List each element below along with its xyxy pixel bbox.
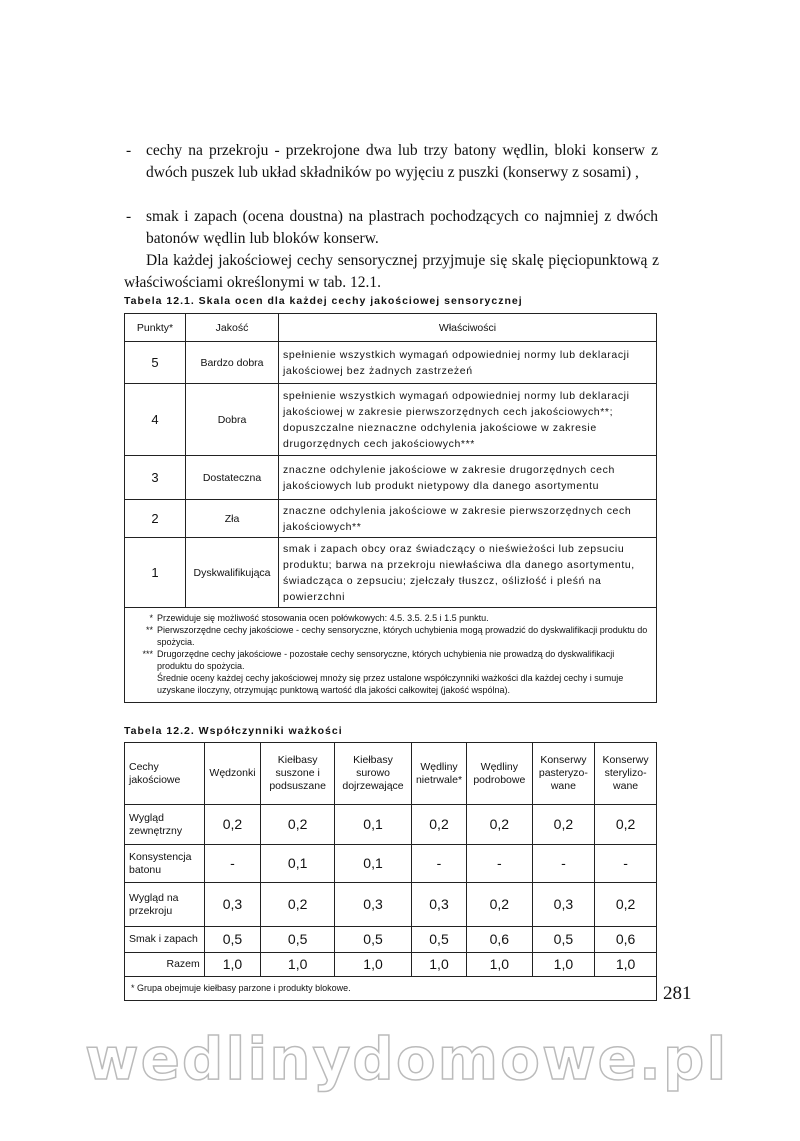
table-cell: Smak i zapach [125,927,205,953]
note-marker: *** [142,649,153,659]
column-header: Cechy jakościowe [125,743,205,805]
table-cell: 0,5 [204,927,260,953]
table-notes [125,608,657,703]
table-cell: 0,2 [467,883,533,927]
table-cell: - [204,845,260,883]
column-header: Punkty* [125,314,186,342]
table-cell: Dyskwalifikująca [186,538,279,608]
table-cell: 1,0 [595,953,657,977]
table-cell: Wygląd zewnętrzny [125,805,205,845]
table-cell: 1 [125,538,186,608]
table1-caption: Tabela 12.1. Skala ocen dla każdej cechy jakościowej sensorycznej [124,295,523,307]
table-cell: 0,6 [467,927,533,953]
table-row [125,342,657,384]
note [131,612,650,624]
table-cell: znaczne odchylenia jakościowe w zakresie pierwszorzędnych cech jakościowych** [279,500,657,538]
table-cell: 0,5 [261,927,335,953]
note [131,672,650,696]
note [131,624,650,648]
table-cell: 1,0 [411,953,466,977]
table-cell: Bardzo dobra [186,342,279,384]
table-cell: 0,3 [411,883,466,927]
table-cell: spełnienie wszystkich wymagań odpowiedniej normy lub deklaracji jakościowej w zakresie pierwszorzędnych cech jakościowych**; dopuszczalne nieznaczne odchylenia jakościowe w zakresie drugorzędnych cech jakościowych*** [279,384,657,456]
table-cell: 0,2 [532,805,595,845]
note-marker: * [149,613,153,623]
table-cell: Dobra [186,384,279,456]
table-cell: 0,1 [335,805,412,845]
note-text: Przewiduje się możliwość stosowania ocen połówkowych: 4.5. 3.5. 2.5 i 1.5 punktu. [157,613,489,623]
table-cell: Konsystencja batonu [125,845,205,883]
bullet-item: - cechy na przekroju - przekrojone dwa lub trzy batony wędlin, bloki konserw z dwóch puszek lub układ składników po wyjęciu z puszki (konserwy z sosami) , [126,142,658,181]
table-cell: 0,2 [411,805,466,845]
note-text: Średnie oceny każdej cechy jakościowej mnoży się przez ustalone współczynniki ważkości dla każdej cechy i sumuje uzyskane iloczyny, otrzymując punktową wartość dla jakości całkowitej (jakość wspólna). [157,673,624,695]
table-cell: 0,3 [335,883,412,927]
page-number: 281 [663,983,692,1004]
table-row [125,456,657,500]
table-cell: Wygląd na przekroju [125,883,205,927]
column-header: Wędzonki [204,743,260,805]
table2-caption: Tabela 12.2. Współczynniki ważkości [124,725,343,737]
column-header: Konserwy sterylizo-wane [595,743,657,805]
column-header: Jakość [186,314,279,342]
table-cell: 0,2 [204,805,260,845]
note-marker: ** [145,625,153,635]
table-cell: spełnienie wszystkich wymagań odpowiedniej normy lub deklaracji jakościowej bez żadnych zastrzeżeń [279,342,657,384]
column-header: Konserwy pasteryzo-wane [532,743,595,805]
body-paragraph: Dla każdej jakościowej cechy sensorycznej przyjmuje się skalę pięciopunktową z właściwościami określonymi w tab. 12.1. [124,252,659,291]
table-cell: 1,0 [532,953,595,977]
table-cell: - [467,845,533,883]
table-cell: 2 [125,500,186,538]
table-row [125,500,657,538]
table-cell: 0,1 [335,845,412,883]
column-header: Kiełbasy surowo dojrzewające [335,743,412,805]
table-row [125,538,657,608]
table-cell: 1,0 [204,953,260,977]
table-footnote: * Grupa obejmuje kiełbasy parzone i produkty blokowe. [125,977,657,1001]
table-cell: - [595,845,657,883]
table-cell: 0,2 [595,805,657,845]
table-cell: 0,2 [467,805,533,845]
column-header: Wędliny podrobowe [467,743,533,805]
table-cell: 0,2 [261,883,335,927]
table-cell: 0,3 [204,883,260,927]
column-header: Kiełbasy suszone i podsuszane [261,743,335,805]
table-weight-coefficients [124,742,657,1001]
table-row [125,953,657,977]
table-cell: 3 [125,456,186,500]
table-cell: 0,5 [532,927,595,953]
column-header: Wędliny nietrwale* [411,743,466,805]
table-cell: 0,2 [261,805,335,845]
table-cell: 0,5 [411,927,466,953]
table-cell: 0,5 [335,927,412,953]
note-marker [131,672,157,696]
table-cell: smak i zapach obcy oraz świadczący o nieświeżości lub zepsuciu produktu; barwa na przekroju niewłaściwa dla danego asortymentu, świadcząca o zepsuciu; zjełczały tłuszcz, oślizłość i pleśń na powierzchni [279,538,657,608]
table-cell: - [532,845,595,883]
table-cell: Dostateczna [186,456,279,500]
table-cell: 0,3 [532,883,595,927]
table-cell: Zła [186,500,279,538]
table-cell: 1,0 [467,953,533,977]
table-row [125,927,657,953]
watermark: wedlinydomowe.pl [85,1025,729,1093]
note [131,648,650,672]
table-cell: znaczne odchylenie jakościowe w zakresie drugorzędnych cech jakościowych lub produkt nietypowy dla danego asortymentu [279,456,657,500]
note-text: Drugorzędne cechy jakościowe - pozostałe cechy sensoryczne, których uchybienia nie prowadzą do dyskwalifikacji produktu do spożycia. [157,649,615,671]
table-row [125,883,657,927]
note-text: Pierwszorzędne cechy jakościowe - cechy sensoryczne, których uchybienia mogą prowadzić do dyskwalifikacji produktu do spożycia. [157,625,648,647]
table-cell: Razem [125,953,205,977]
table-cell: - [411,845,466,883]
table-row [125,805,657,845]
table-cell: 5 [125,342,186,384]
table-cell: 0,6 [595,927,657,953]
table-quality-scale [124,313,657,703]
table-row [125,845,657,883]
table-cell: 4 [125,384,186,456]
table-cell: 0,2 [595,883,657,927]
table-cell: 0,1 [261,845,335,883]
bullet-item: - smak i zapach (ocena doustna) na plastrach pochodzących co najmniej z dwóch batonów wędlin lub bloków konserw. [126,208,658,247]
table-cell: 1,0 [261,953,335,977]
table-cell: 1,0 [335,953,412,977]
table-row [125,384,657,456]
column-header: Właściwości [279,314,657,342]
